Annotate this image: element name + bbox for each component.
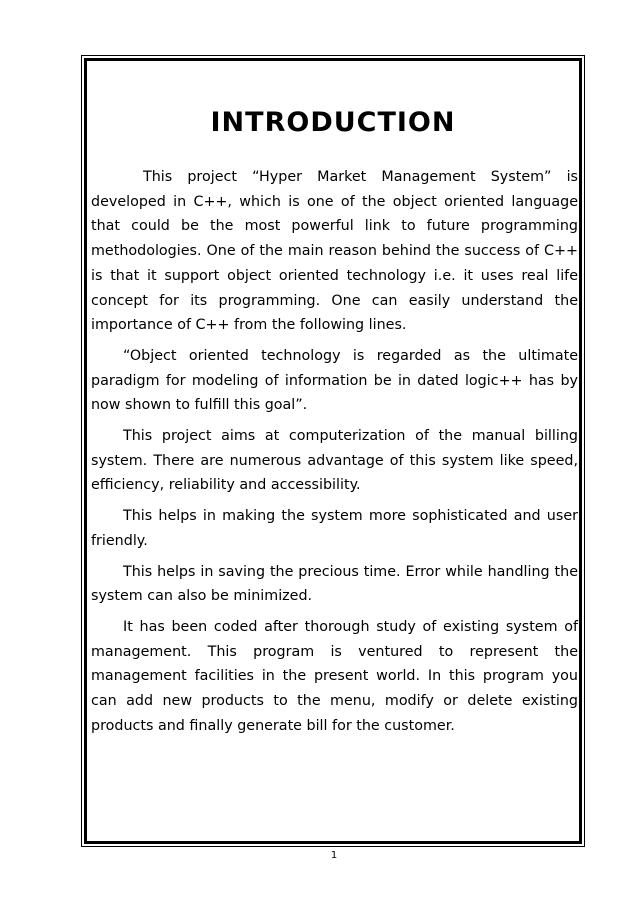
paragraph-saving-time: This helps in saving the precious time. Error while handling the system can also be minimized. <box>91 563 578 605</box>
paragraph-sophisticated: This helps in making the system more sophisticated and user friendly. <box>91 508 578 549</box>
paragraph-coded: It has been coded after thorough study of existing system of management. This program is ventured to represent the management facilities in the present world. In this program you can add new products to the menu, modify or delete existing products and finally generate bill for the customer. <box>91 618 578 734</box>
page-number: 1 <box>330 850 338 861</box>
paragraph-aims: This project aims at computerization of the manual billing system. There are numerous advantage of this system like speed, efficiency, reliability and accessibility. <box>91 428 578 494</box>
body-text <box>91 165 578 744</box>
paragraph-intro: This project “Hyper Market Management System” is developed in C++, which is one of the object oriented language that could be the most powerful link to future programming methodologies. One of the main reason behind the success of C++ is that it support object oriented technology i.e. it uses real life concept for its programming. One can easily understand the importance of C++ from the following lines. <box>91 169 578 334</box>
page-border <box>84 58 582 844</box>
paragraph-quote: “Object oriented technology is regarded as the ultimate paradigm for modeling of information be in dated logic++ has by now shown to fulfill this goal”. <box>91 347 578 414</box>
page-title: INTRODUCTION <box>210 107 456 138</box>
